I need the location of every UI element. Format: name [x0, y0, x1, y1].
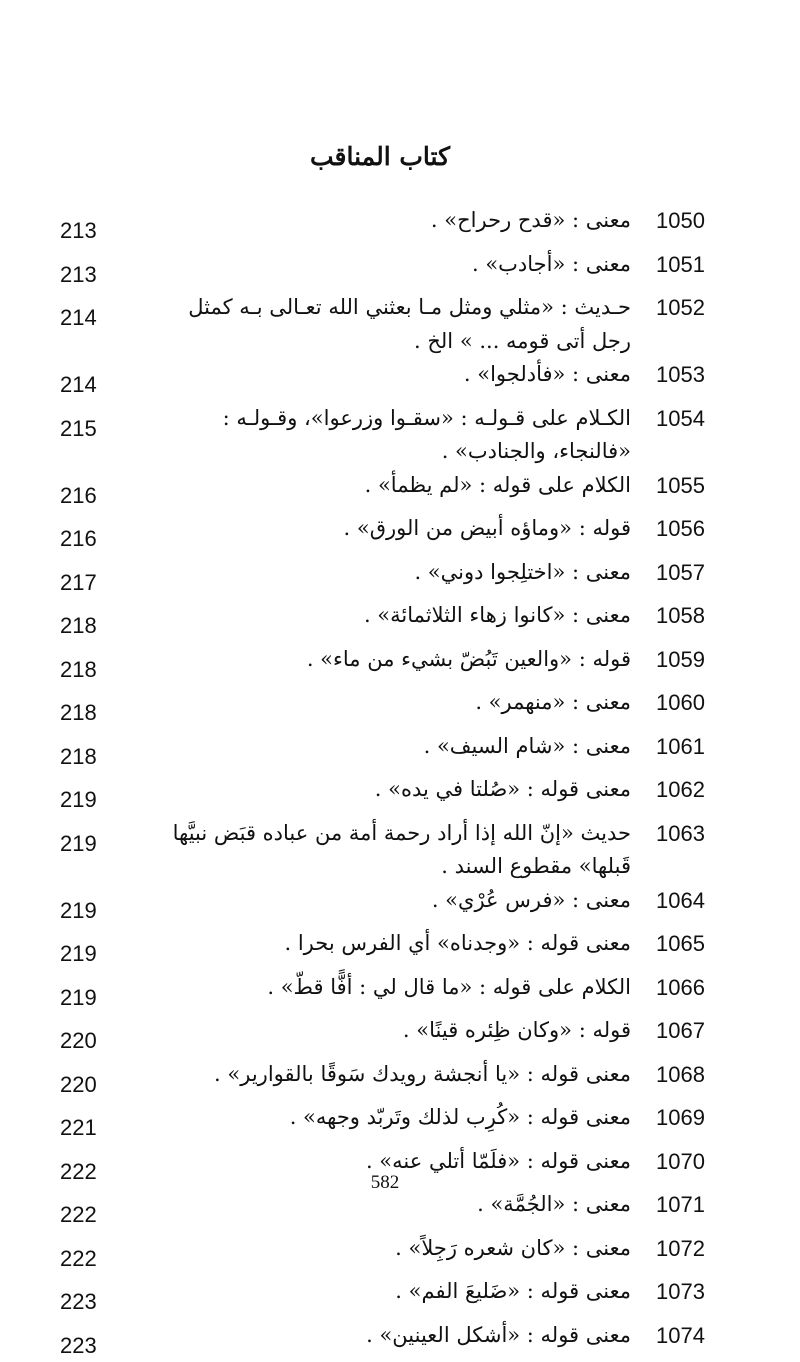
- entry-number: 1055: [643, 469, 705, 513]
- entry-page: 213: [60, 204, 152, 248]
- entry-page: 222: [60, 1188, 152, 1232]
- index-entry: [60, 817, 705, 884]
- index-entry: [60, 643, 705, 687]
- entry-number: 1074: [643, 1319, 705, 1362]
- entry-number: 1052: [643, 291, 705, 358]
- entry-page: 223: [60, 1275, 152, 1319]
- entry-number: 1060: [643, 686, 705, 730]
- index-entry: [60, 512, 705, 556]
- index-entry: [60, 469, 705, 513]
- index-entry: [60, 248, 705, 292]
- index-entry: [60, 1275, 705, 1319]
- index-entry: [60, 556, 705, 600]
- entry-text: معنى قوله : «كُرِب لذلك وتَربّد وجهه» .: [152, 1101, 643, 1145]
- entry-text: الكلام على قوله : «لم يظمأ» .: [152, 469, 643, 513]
- entry-number: 1072: [643, 1232, 705, 1276]
- index-entry: [60, 927, 705, 971]
- entry-text: معنى : «فأدلجوا» .: [152, 358, 643, 402]
- index-entry: [60, 884, 705, 928]
- entry-page: 218: [60, 599, 152, 643]
- entry-text: حـديث : «مثلي ومثل مـا بعثني الله تعـالى بـه كمثل رجل أتى قومه ... » الخ .: [152, 291, 643, 358]
- entry-number: 1064: [643, 884, 705, 928]
- index-entry: [60, 291, 705, 358]
- entry-page: 219: [60, 817, 152, 884]
- entry-number: 1073: [643, 1275, 705, 1319]
- entry-page: 218: [60, 643, 152, 687]
- entry-page: 213: [60, 248, 152, 292]
- entry-number: 1051: [643, 248, 705, 292]
- index-entry: [60, 204, 705, 248]
- entry-text: معنى : «كانوا زهاء الثلاثمائة» .: [152, 599, 643, 643]
- index-entry: [60, 773, 705, 817]
- index-entry: [60, 1319, 705, 1362]
- entry-page: 219: [60, 773, 152, 817]
- entry-page: 223: [60, 1319, 152, 1362]
- entry-text: معنى قوله : «وجدناه» أي الفرس بحرا .: [152, 927, 643, 971]
- entry-number: 1061: [643, 730, 705, 774]
- entry-page: 216: [60, 469, 152, 513]
- entry-page: 217: [60, 556, 152, 600]
- entry-text: معنى : «منهمر» .: [152, 686, 643, 730]
- entry-number: 1059: [643, 643, 705, 687]
- entry-text: معنى : «كان شعره رَجِلاً» .: [152, 1232, 643, 1276]
- entry-number: 1071: [643, 1188, 705, 1232]
- entry-text: معنى : «أجادب» .: [152, 248, 643, 292]
- entry-page: 221: [60, 1101, 152, 1145]
- entry-text: معنى قوله : «يا أنجشة رويدك سَوقًا بالقوارير» .: [152, 1058, 643, 1102]
- page-number: 582: [0, 1172, 770, 1194]
- entry-page: 219: [60, 884, 152, 928]
- entry-number: 1053: [643, 358, 705, 402]
- entry-page: 214: [60, 291, 152, 358]
- entry-page: 215: [60, 402, 152, 469]
- entry-number: 1058: [643, 599, 705, 643]
- index-entry: [60, 686, 705, 730]
- entry-text: معنى : «قدح رحراح» .: [152, 204, 643, 248]
- entry-page: 219: [60, 971, 152, 1015]
- entry-page: 216: [60, 512, 152, 556]
- entry-number: 1065: [643, 927, 705, 971]
- entry-number: 1067: [643, 1014, 705, 1058]
- index-entry: [60, 402, 705, 469]
- entry-text: معنى : «فرس عُرْي» .: [152, 884, 643, 928]
- index-entry: [60, 599, 705, 643]
- index-entry: [60, 358, 705, 402]
- entry-text: معنى قوله : «صُلتا في يده» .: [152, 773, 643, 817]
- entry-text: قوله : «وماؤه أبيض من الورق» .: [152, 512, 643, 556]
- entry-number: 1066: [643, 971, 705, 1015]
- entry-page: 218: [60, 686, 152, 730]
- index-entry: [60, 971, 705, 1015]
- page-title: كتاب المناقب: [0, 142, 760, 171]
- entry-text: معنى قوله : «ضَليعَ الفم» .: [152, 1275, 643, 1319]
- index-entry: [60, 1014, 705, 1058]
- index-entry: [60, 1058, 705, 1102]
- entry-page: 220: [60, 1014, 152, 1058]
- entry-number: 1062: [643, 773, 705, 817]
- entry-page: 222: [60, 1232, 152, 1276]
- entry-number: 1063: [643, 817, 705, 884]
- entry-page: 219: [60, 927, 152, 971]
- entry-text: الكلام على قوله : «ما قال لي : أفًّا قطّ» .: [152, 971, 643, 1015]
- entry-number: 1057: [643, 556, 705, 600]
- entry-text: معنى : «الجُمَّة» .: [152, 1188, 643, 1232]
- entry-text: قوله : «وكان ظِئره قينًا» .: [152, 1014, 643, 1058]
- entry-number: 1069: [643, 1101, 705, 1145]
- entry-text: معنى قوله : «أشكل العينين» .: [152, 1319, 643, 1362]
- entry-text: الكـلام على قـولـه : «سقـوا وزرعوا»، وقـولـه : «فالنجاء، والجنادب» .: [152, 402, 643, 469]
- index-entry: [60, 1188, 705, 1232]
- entry-page: 220: [60, 1058, 152, 1102]
- entry-text: قوله : «والعين تَبُضّ بشيء من ماء» .: [152, 643, 643, 687]
- index-entry: [60, 730, 705, 774]
- index-entry: [60, 1101, 705, 1145]
- entry-page: 222: [60, 1145, 152, 1189]
- entry-number: 1068: [643, 1058, 705, 1102]
- entry-page: 218: [60, 730, 152, 774]
- entry-number: 1056: [643, 512, 705, 556]
- entry-text: معنى قوله : «فلَمّا أتلي عنه» .: [152, 1145, 643, 1189]
- index-entry: [60, 1232, 705, 1276]
- entry-text: معنى : «اختلِجوا دوني» .: [152, 556, 643, 600]
- entry-text: معنى : «شام السيف» .: [152, 730, 643, 774]
- entry-page: 214: [60, 358, 152, 402]
- entry-number: 1070: [643, 1145, 705, 1189]
- entry-number: 1050: [643, 204, 705, 248]
- entry-number: 1054: [643, 402, 705, 469]
- entry-text: حديث «إنّ الله إذا أراد رحمة أمة من عباده قبَض نبيَّها قَبلها» مقطوع السند .: [152, 817, 643, 884]
